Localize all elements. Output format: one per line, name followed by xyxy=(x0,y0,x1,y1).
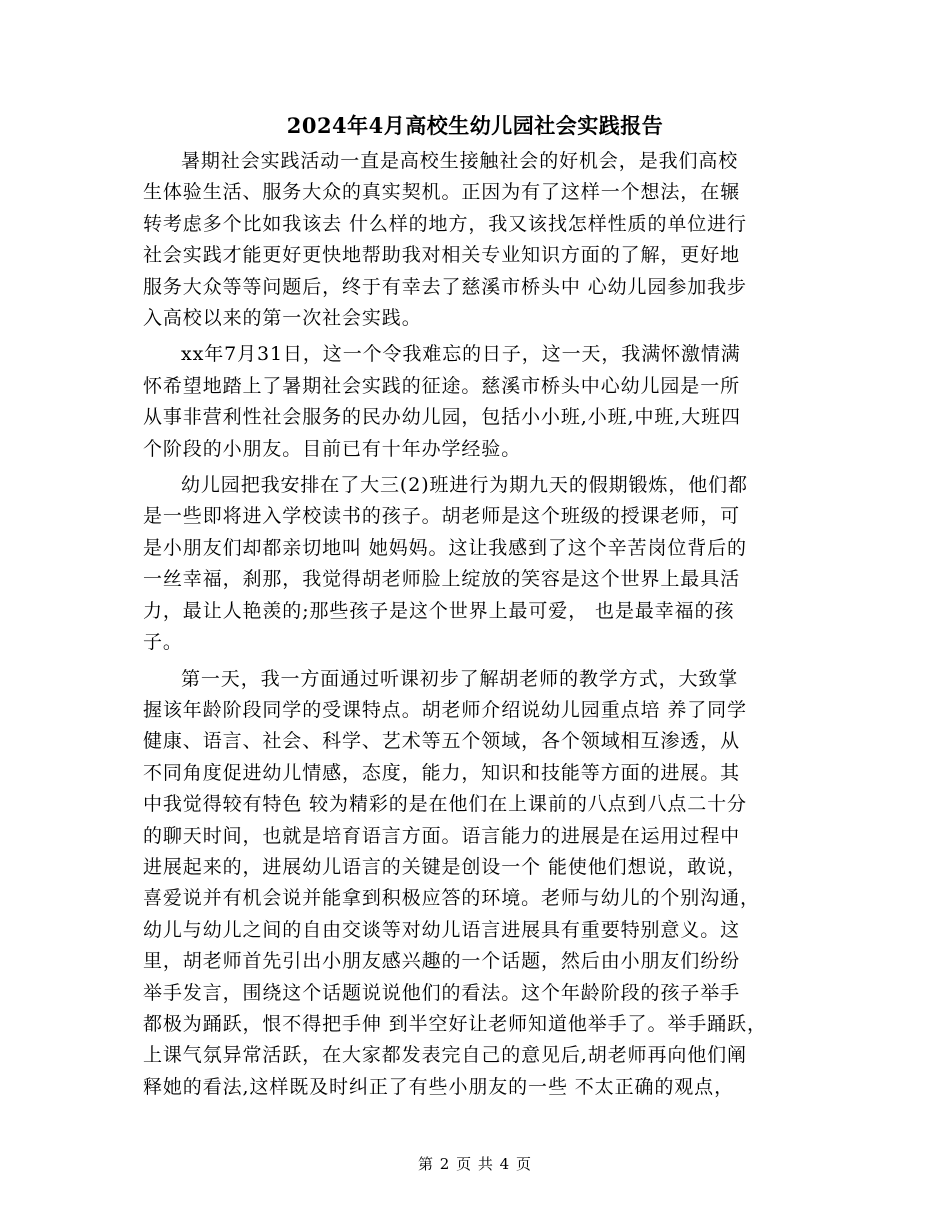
text-line: 子。 xyxy=(143,631,183,654)
text-line: 中我觉得较有特色 较为精彩的是在他们在上课前的八点到八点二十分 xyxy=(143,793,747,816)
text-line: 上课气氛异常活跃，在大家都发表完自己的意见后,胡老师再向他们阐 xyxy=(143,1044,747,1067)
text-line: 都极为踊跃，恨不得把手伸 到半空好让老师知道他举手了。举手踊跃， xyxy=(143,1012,767,1035)
text-line: 健康、语言、社会、科学、艺术等五个领域，各个领域相互渗透，从 xyxy=(143,730,741,753)
text-line: 进展起来的，进展幼儿语言的关键是创设一个 能使他们想说，敢说， xyxy=(143,855,747,878)
text-line: 的聊天时间，也就是培育语言方面。语言能力的进展是在运用过程中 xyxy=(143,824,741,847)
paragraph-3 xyxy=(143,470,811,658)
text-line: 转考虑多个比如我该去 什么样的地方，我又该找怎样性质的单位进行 xyxy=(143,212,747,235)
text-line: 力，最让人艳羡的;那些孩子是这个世界上最可爱， 也是最幸福的孩 xyxy=(143,599,735,622)
text-line: 暑期社会实践活动一直是高校生接触社会的好机会，是我们高校 xyxy=(181,150,739,172)
paragraph-2 xyxy=(143,339,811,465)
text-line: 社会实践才能更好更快地帮助我对相关专业知识方面的了解，更好地 xyxy=(143,244,741,267)
document-body xyxy=(143,146,811,1108)
text-line: 幼儿园把我安排在了大三(2)班进行为期九天的假期锻炼，他们都 xyxy=(181,474,748,497)
text-line: 入高校以来的第一次社会实践。 xyxy=(143,307,422,330)
text-line: 里，胡老师首先引出小朋友感兴趣的一个话题，然后由小朋友们纷纷 xyxy=(143,950,741,973)
text-line: 举手发言，围绕这个话题说说他们的看法。这个年龄阶段的孩子举手 xyxy=(143,981,741,1004)
text-line: 是一些即将进入学校读书的孩子。胡老师是这个班级的授课老师，可 xyxy=(143,505,741,528)
text-line: 怀希望地踏上了暑期社会实践的征途。慈溪市桥头中心幼儿园是一所 xyxy=(143,374,741,397)
text-line: 一丝幸福，刹那，我觉得胡老师脸上绽放的笑容是这个世界上最具活 xyxy=(143,568,741,591)
text-line: 不同角度促进幼儿情感，态度，能力，知识和技能等方面的进展。其 xyxy=(143,761,741,784)
text-line: 喜爱说并有机会说并能拿到积极应答的环境。老师与幼儿的个别沟通， xyxy=(143,887,760,910)
text-line: 幼儿与幼儿之间的自由交谈等对幼儿语言进展具有重要特别意义。这 xyxy=(143,918,741,941)
text-line: 从事非营利性社会服务的民办幼儿园，包括小小班,小班,中班,大班四 xyxy=(143,406,741,429)
text-line: 生体验生活、服务大众的真实契机。正因为有了这样一个想法，在辗 xyxy=(143,181,741,204)
text-line: 第一天，我一方面通过听课初步了解胡老师的教学方式，大致掌 xyxy=(181,667,739,690)
text-line: xx年7月31日，这一个令我难忘的日子，这一天，我满怀激情满 xyxy=(181,343,741,366)
document-title: 2024年4月高校生幼儿园社会实践报告 xyxy=(286,113,664,138)
text-line: 握该年龄阶段同学的受课特点。胡老师介绍说幼儿园重点培 养了同学 xyxy=(143,698,747,721)
text-line: 释她的看法,这样既及时纠正了有些小朋友的一些 不太正确的观点， xyxy=(143,1075,734,1098)
page-number-footer: 第 2 页 共 4 页 xyxy=(418,1155,532,1173)
text-line: 是小朋友们却都亲切地叫 她妈妈。这让我感到了这个辛苦岗位背后的 xyxy=(143,536,747,559)
text-line: 个阶段的小朋友。目前已有十年办学经验。 xyxy=(143,437,522,460)
paragraph-1 xyxy=(143,146,811,334)
text-line: 服务大众等等问题后，终于有幸去了慈溪市桥头中 心幼儿园参加我步 xyxy=(143,275,747,298)
paragraph-4 xyxy=(143,664,811,1104)
